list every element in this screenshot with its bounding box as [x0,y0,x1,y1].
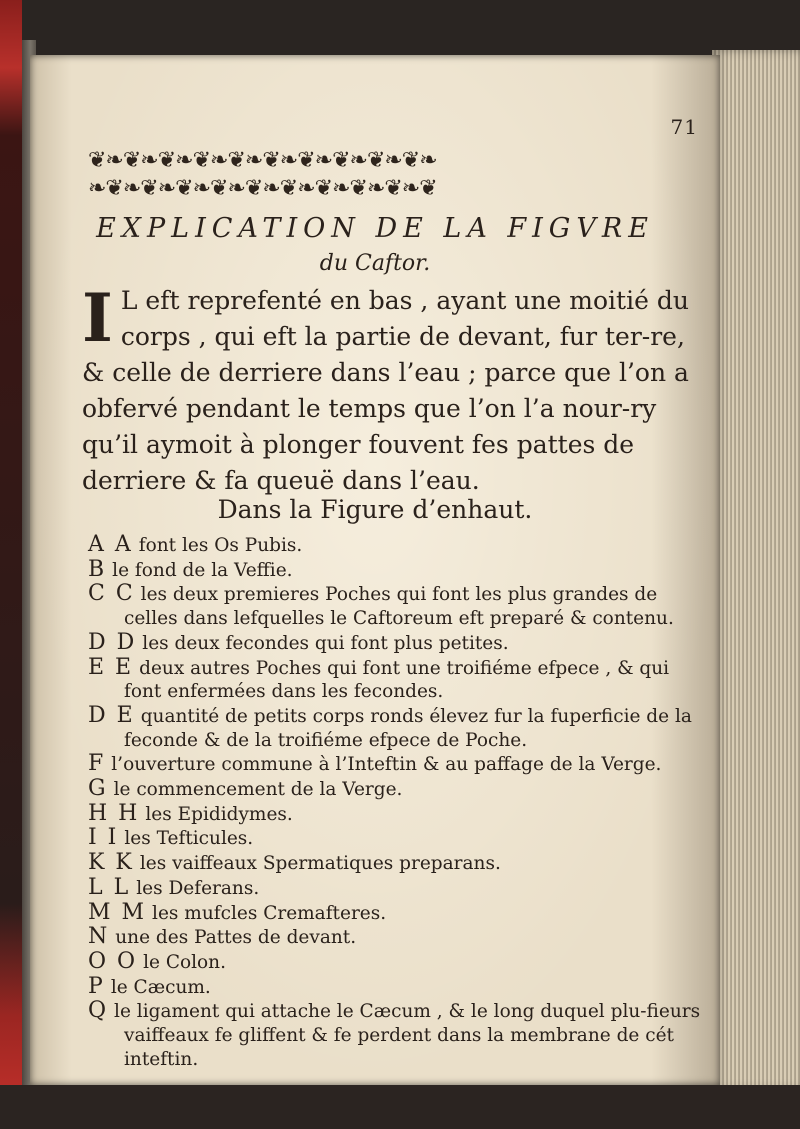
intro-text: L eft reprefenté en bas , ayant une moitié du corps , qui eft la partie de devant, fur ter-re, & celle de derriere dans l’eau ; parce que l’on a obfervé pendant le temps que l’on l’a nour-ry qu’il aymoit à plonger fouvent fes pattes de derriere & fa queuë dans l’eau. [82,286,689,495]
legend-item [88,925,708,950]
legend-text: les Deferans. [136,877,260,899]
legend-key: D E [88,702,135,728]
legend-text: l’ouverture commune à l’Inteftin & au paffage de la Verge. [111,754,662,776]
legend-item [88,582,708,630]
legend-key: L L [88,874,131,900]
legend-key: D D [88,629,137,655]
fleuron-icon: ❧❦❧❦❧❦❧❦❧❦❧❦❧❦❧❦❧❦❧❦ [88,175,437,201]
book-page [30,55,720,1085]
legend-item [88,656,708,704]
section-title: Dans la Figure d’enhaut. [217,495,533,524]
legend-key: O O [88,948,138,974]
page-number: 71 [670,115,698,139]
legend-key: I I [88,825,119,851]
page-subtitle: du Caftor. [319,251,431,276]
legend-key: G [88,776,108,802]
legend-item [88,802,708,827]
fleuron-icon: ❦❧❦❧❦❧❦❧❦❧❦❧❦❧❦❧❦❧❦❧ [88,147,437,173]
legend-key: H H [88,800,140,826]
intro-paragraph [82,279,702,499]
legend-key: A A [88,532,133,557]
legend-key: Q [88,998,109,1024]
legend-item [88,558,708,583]
legend-item [88,975,708,1000]
legend-text: le Cæcum. [110,976,211,998]
legend-key: N [88,924,110,950]
legend-key: M M [88,899,147,925]
legend-key: P [88,973,105,999]
legend-text: le commencement de la Verge. [113,779,403,801]
legend-key: B [88,556,107,582]
legend-item [88,999,708,1071]
legend-item [88,704,708,752]
legend-text: deux autres Poches qui font une troifiéme efpece , & qui font enfermées dans les fecondes. [124,657,670,703]
legend-text: une des Pattes de devant. [115,927,357,949]
legend-text: les deux fecondes qui font plus petites. [142,632,509,654]
legend-text: les mufcles Cremafteres. [152,902,387,924]
legend-text: le Colon. [143,951,226,973]
legend-item [88,631,708,656]
legend-text: les Tefticules. [124,828,254,850]
page-title: EXPLICATION DE LA FIGVRE [96,213,654,244]
legend-text: les deux premieres Poches qui font les plus grandes de celles dans lefquelles le Caftoreum eft preparé & contenu. [124,584,674,630]
legend-item [88,851,708,876]
legend-item [88,950,708,975]
background-bottom [0,1085,800,1129]
legend-text: le ligament qui attache le Cæcum , & le long duquel plu-fieurs vaiffeaux fe gliffent & fe perdent dans la membrane de cét inteftin. [114,1001,701,1070]
legend-text: font les Os Pubis. [138,535,303,556]
ornament-band-top [88,147,672,173]
legend-item [88,826,708,851]
page-content [30,55,720,1085]
page-edges-stack [712,50,800,1090]
legend-text: quantité de petits corps ronds élevez fur la fuperficie de la feconde & de la troifiéme efpece de Poche. [124,705,692,751]
drop-cap: I [82,279,113,357]
legend-text: les Epididymes. [145,803,293,825]
legend-item [88,901,708,926]
legend-item [88,533,708,558]
book-binding-strip [0,0,22,1129]
legend-item [88,777,708,802]
legend-key: F [88,751,106,777]
legend-key: K K [88,850,134,876]
legend-key: E E [88,654,134,680]
legend-item [88,752,708,777]
legend-key: C C [88,581,135,607]
ornament-band-bottom [88,175,672,201]
legend-text: le fond de la Veffie. [112,559,293,581]
legend-list [88,533,708,1071]
legend-item [88,876,708,901]
legend-text: les vaiffeaux Spermatiques preparans. [139,853,501,875]
